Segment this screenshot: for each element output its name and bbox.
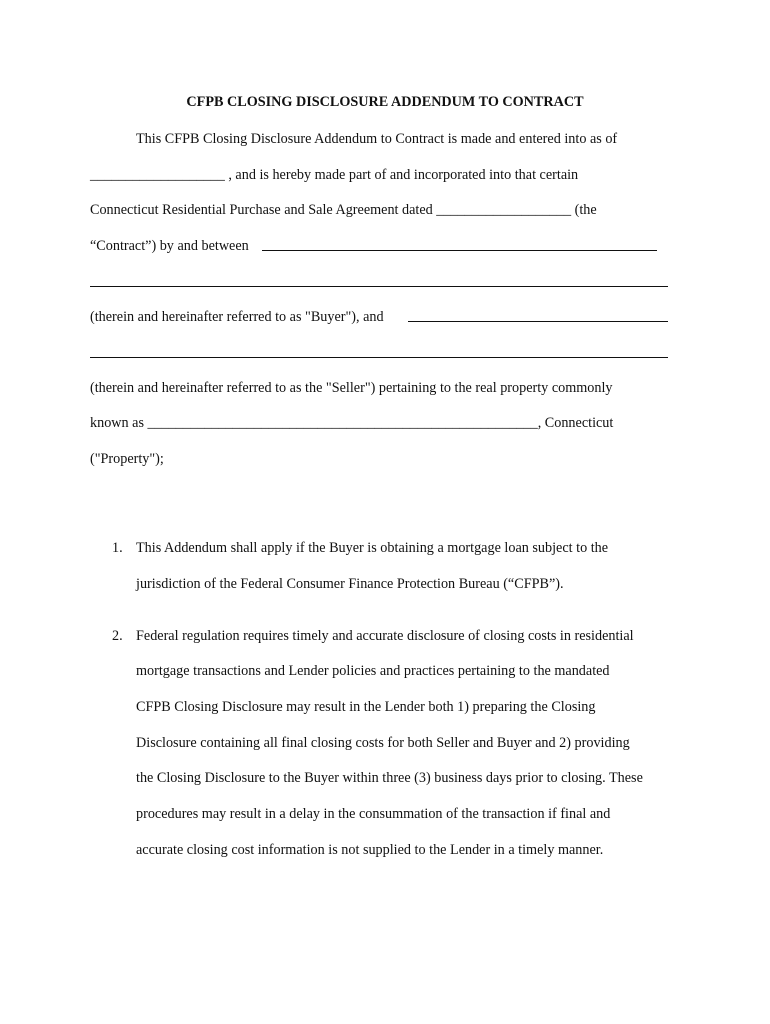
parties-blank-line: [262, 250, 657, 251]
preamble-line-1: This CFPB Closing Disclosure Addendum to Contract is made and entered into as of: [136, 131, 618, 147]
preamble-line-3: Connecticut Residential Purchase and Sale Agreement dated ___________________ (the: [90, 202, 597, 218]
item-2-line-3: CFPB Closing Disclosure may result in the Lender both 1) preparing the Closing: [136, 699, 596, 715]
item-2-line-4: Disclosure containing all final closing costs for both Seller and Buyer and 2) providing: [136, 735, 630, 751]
preamble-line-6: (therein and hereinafter referred to as "Buyer"), and: [90, 309, 384, 325]
document-title: CFPB CLOSING DISCLOSURE ADDENDUM TO CONTRACT: [186, 94, 584, 110]
item-1-line-1: This Addendum shall apply if the Buyer is obtaining a mortgage loan subject to the: [136, 540, 609, 556]
seller-blank-line: [90, 357, 668, 358]
preamble-line-10: ("Property");: [90, 451, 164, 467]
item-2-line-2: mortgage transactions and Lender policies and practices pertaining to the mandated: [136, 663, 610, 679]
item-2-line-6: procedures may result in a delay in the consummation of the transaction if final and: [136, 806, 611, 822]
preamble-line-2: ___________________ , and is hereby made part of and incorporated into that certain: [90, 167, 579, 183]
preamble-line-4: “Contract”) by and between: [90, 238, 249, 254]
item-number: 1.: [112, 540, 123, 556]
item-2-line-7: accurate closing cost information is not supplied to the Lender in a timely manner.: [136, 842, 604, 858]
preamble-line-8: (therein and hereinafter referred to as the "Seller") pertaining to the real property commonly: [90, 380, 613, 396]
item-1-line-2: jurisdiction of the Federal Consumer Finance Protection Bureau (“CFPB”).: [136, 576, 564, 592]
preamble-line-9: known as _______________________________________________________, Connecticut: [90, 415, 614, 431]
seller-name-blank-line: [408, 321, 668, 322]
item-2-line-5: the Closing Disclosure to the Buyer within three (3) business days prior to closing. These: [136, 770, 643, 786]
buyer-blank-line: [90, 286, 668, 287]
item-2-line-1: Federal regulation requires timely and accurate disclosure of closing costs in residential: [136, 628, 634, 644]
item-number: 2.: [112, 628, 123, 644]
